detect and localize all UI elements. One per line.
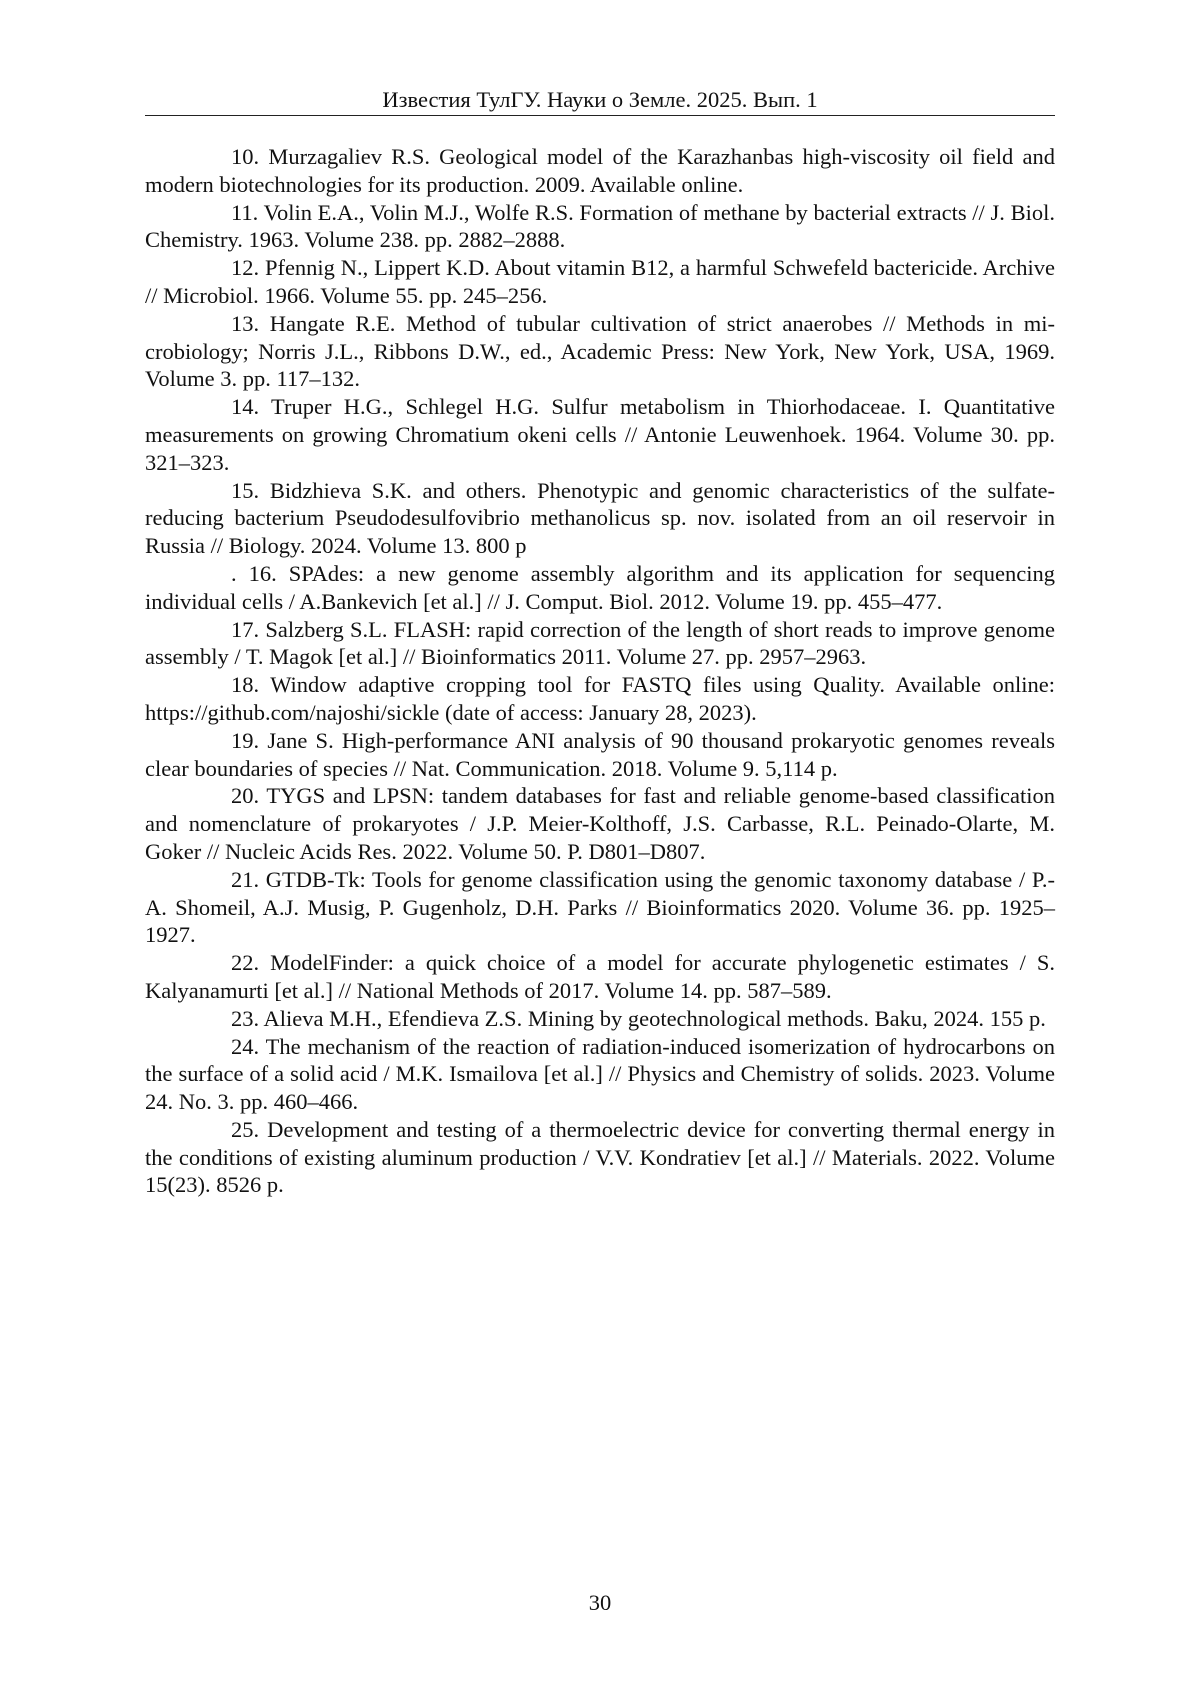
reference-item-24: 24. The mechanism of the reaction of radiation-induced isomerization of hydrocarbons on the surface of a solid acid / M.K. Ismailova [et al.] // Physics and Chemistry of solids. 2023. Volume 24. No. 3. pp. 460–466. (145, 1033, 1055, 1115)
reference-item-20: 20. TYGS and LPSN: tandem databases for fast and reliable genome-based classification and nomenclature of prokaryotes / J.P. Meier-Kolthoff, J.S. Carbasse, R.L. Peinado-Olarte, M. Goker // Nucleic Acids Res. 2022. Volume 50. P. D801–D807. (145, 783, 1055, 864)
reference-item-19: 19. Jane S. High-performance ANI analysis of 90 thousand prokaryotic genomes reveals clear boundaries of species // Nat. Communication. 2018. Volume 9. 5,114 p. (145, 727, 1055, 781)
reference-item-25: 25. Development and testing of a thermoelectric device for converting thermal energy in the conditions of existing aluminum production / V.V. Kondratiev [et al.] // Materials. 2022. Volume 15(23). 8526 p. (145, 1116, 1055, 1198)
reference-item-14: 14. Truper H.G., Schlegel H.G. Sulfur metabolism in Thiorhodaceae. I. Quantitative measurements on growing Chromatium okeni cells // Antonie Leuwenhoek. 1964. Volume 30. pp. 321–323. (145, 394, 1055, 475)
page-number: 30 (588, 1590, 612, 1615)
reference-item-23: 23. Alieva M.H., Efendieva Z.S. Mining by geotechnological methods. Baku, 2024. 155 p. (231, 1005, 1046, 1031)
reference-item-10: 10. Murzagaliev R.S. Geological model of the Karazhanbas high-viscosity oil field and modern biotechnologies for its production. 2009. Available online. (145, 144, 1055, 197)
reference-item-21: 21. GTDB-Tk: Tools for genome classification using the genomic taxonomy database / P.-A. Shomeil, A.J. Musig, P. Gugenholz, D.H. Parks // Bioinformatics 2020. Volume 36. pp. 1925–1927. (145, 866, 1055, 948)
reference-item-18: 18. Window adaptive cropping tool for FASTQ files using Quality. Available online: https://github.com/najoshi/sickle (date of access: January 28, 2023). (145, 672, 1055, 725)
running-header: Известия ТулГУ. Науки о Земле. 2025. Вып. 1 (145, 86, 1055, 116)
reference-item-16: . 16. SPAdes: a new genome assembly algorithm and its application for sequencing individual cells / A.Bankevich [et al.] // J. Comput. Biol. 2012. Volume 19. pp. 455–477. (145, 560, 1055, 614)
reference-list (145, 143, 1055, 1199)
reference-item-11: 11. Volin E.A., Volin M.J., Wolfe R.S. Formation of methane by bacterial extracts // J. Biol. Chemistry. 1963. Volume 238. pp. 2882–2888. (145, 199, 1055, 253)
reference-item-15: 15. Bidzhieva S.K. and others. Phenotypic and genomic characteristics of the sulfate-reducing bacterium Pseudodesulfovibrio methanolicus sp. nov. isolated from an oil reservoir in Russia // Biology. 2024. Volume 13. 800 p (145, 477, 1055, 559)
reference-item-22: 22. ModelFinder: a quick choice of a model for accurate phylogenetic estimates / S. Kalyanamurti [et al.] // National Methods of 2017. Volume 14. pp. 587–589. (145, 950, 1055, 1003)
reference-item-17: 17. Salzberg S.L. FLASH: rapid correction of the length of short reads to improve genome assembly / T. Magok [et al.] // Bioinformatics 2011. Volume 27. pp. 2957–2963. (145, 616, 1055, 670)
reference-item-12: 12. Pfennig N., Lippert K.D. About vitamin B12, a harmful Schwefeld bactericide. Archive // Microbiol. 1966. Volume 55. pp. 245–256. (145, 255, 1055, 308)
reference-item-13: 13. Hangate R.E. Method of tubular cultivation of strict anaerobes // Methods in microbiology; Norris J.L., Ribbons D.W., ed., Academic Press: New York, New York, USA, 1969. Volume 3. pp. 117–132. (145, 310, 1055, 392)
